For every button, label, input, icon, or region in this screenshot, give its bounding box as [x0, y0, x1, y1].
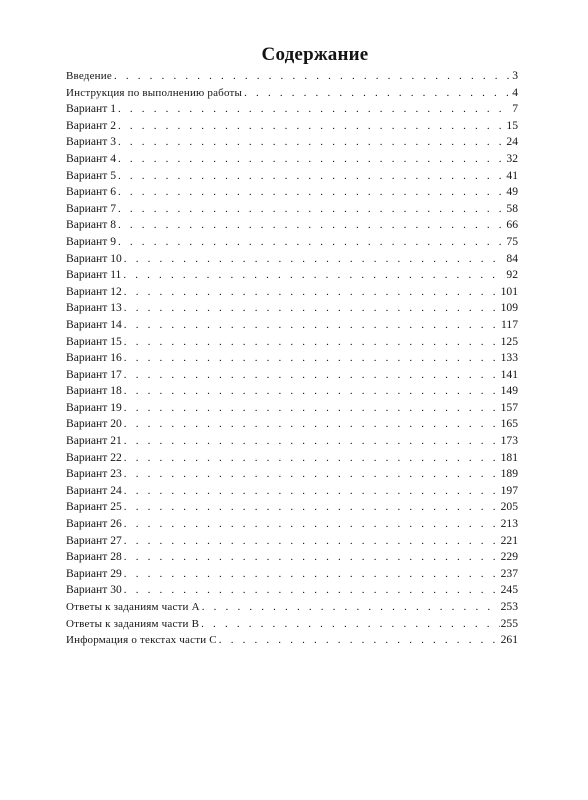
dot-leader: [118, 168, 505, 185]
toc-entry-label: Вариант 11: [66, 268, 122, 282]
dot-leader: [124, 400, 500, 417]
dot-leader: [118, 217, 505, 234]
toc-entry: [66, 350, 518, 367]
toc-entry: [66, 251, 518, 268]
toc-entry: [66, 151, 518, 168]
toc-entry: [66, 68, 518, 85]
toc-entry-page-number: 165: [500, 417, 518, 431]
dot-leader: [124, 533, 500, 550]
toc-entry-label: Вариант 17: [66, 367, 122, 381]
dot-leader: [201, 616, 499, 633]
toc-entry: [66, 284, 518, 301]
toc-entry: [66, 582, 518, 599]
toc-entry-label: Вариант 23: [66, 467, 122, 481]
toc-entry-page-number: 213: [500, 517, 518, 531]
toc-entry-page-number: 221: [500, 533, 518, 547]
toc-entry-label: Вариант 29: [66, 566, 122, 580]
toc-entry-page-number: 149: [500, 384, 518, 398]
toc-entry-page-number: 49: [506, 185, 518, 199]
toc-entry-label: Ответы к заданиям части В: [66, 617, 200, 630]
toc-entry-page-number: 3: [512, 69, 518, 82]
dot-leader: [118, 134, 505, 151]
toc-entry: [66, 134, 518, 151]
toc-entry-label: Вариант 30: [66, 583, 122, 597]
toc-entry-label: Вариант 4: [66, 151, 116, 165]
toc-entry-label: Вариант 16: [66, 351, 122, 365]
toc-entry: [66, 201, 518, 218]
dot-leader: [124, 251, 506, 268]
toc-entry: [66, 184, 518, 201]
toc-entry: [66, 533, 518, 550]
toc-entry: [66, 300, 518, 317]
toc-entry-label: Вариант 6: [66, 185, 116, 199]
toc-entry-page-number: 32: [506, 151, 518, 165]
toc-entry-page-number: 7: [512, 102, 518, 116]
dot-leader: [124, 450, 500, 467]
dot-leader: [118, 234, 505, 251]
toc-entry: [66, 433, 518, 450]
toc-entry-page-number: 237: [500, 566, 518, 580]
toc-entry-label: Инструкция по выполнению работы: [66, 86, 243, 99]
toc-entry-label: Информация о текстах части С: [66, 634, 217, 647]
dot-leader: [118, 101, 511, 118]
toc-entry: [66, 450, 518, 467]
toc-entry-page-number: 101: [500, 284, 518, 298]
toc-entry-page-number: 24: [506, 135, 518, 149]
dot-leader: [124, 516, 500, 533]
toc-entry: [66, 549, 518, 566]
toc-entry-page-number: 125: [500, 334, 518, 348]
toc-entry-label: Вариант 5: [66, 168, 116, 182]
toc-entry-page-number: 58: [506, 201, 518, 215]
dot-leader: [124, 466, 500, 483]
toc-entry-label: Вариант 28: [66, 550, 122, 564]
toc-entry-page-number: 84: [506, 251, 518, 265]
toc-entry-label: Вариант 8: [66, 218, 116, 232]
toc-entry: [66, 367, 518, 384]
toc-entry: [66, 516, 518, 533]
dot-leader: [124, 334, 500, 351]
toc-entry: [66, 599, 518, 616]
toc-entry-label: Вариант 18: [66, 384, 122, 398]
dot-leader: [118, 118, 505, 135]
dot-leader: [118, 151, 505, 168]
toc-entry-page-number: 75: [506, 234, 518, 248]
toc-entry: [66, 334, 518, 351]
toc-entry: [66, 118, 518, 135]
toc-entry-page-number: 197: [500, 483, 518, 497]
toc-entry-page-number: 109: [500, 301, 518, 315]
toc-entry: [66, 416, 518, 433]
dot-leader: [124, 284, 500, 301]
toc-entry: [66, 616, 518, 633]
dot-leader: [124, 300, 500, 317]
toc-entry-page-number: 181: [500, 450, 518, 464]
toc-entry-label: Вариант 27: [66, 533, 122, 547]
toc-entry-page-number: 92: [506, 268, 518, 282]
toc-entry-page-number: 66: [506, 218, 518, 232]
toc-entry: [66, 267, 518, 284]
dot-leader: [118, 184, 505, 201]
toc-entry-label: Вариант 25: [66, 500, 122, 514]
toc-entry: [66, 566, 518, 583]
dot-leader: [124, 483, 500, 500]
dot-leader: [202, 599, 500, 616]
toc-entry: [66, 499, 518, 516]
toc-entry-page-number: 173: [500, 434, 518, 448]
toc-entry-label: Вариант 19: [66, 400, 122, 414]
toc-entry-label: Вариант 10: [66, 251, 122, 265]
dot-leader: [124, 549, 500, 566]
toc-entry-label: Вариант 20: [66, 417, 122, 431]
dot-leader: [124, 582, 500, 599]
toc-entry-page-number: 253: [500, 600, 518, 613]
toc-entry-label: Вариант 9: [66, 234, 116, 248]
dot-leader: [124, 416, 500, 433]
dot-leader: [124, 499, 500, 516]
toc-entry-page-number: 205: [500, 500, 518, 514]
toc-entry-page-number: 4: [512, 85, 518, 99]
toc-entry: [66, 101, 518, 118]
dot-leader: [244, 85, 511, 102]
dot-leader: [124, 317, 500, 334]
toc-entry-label: Вариант 3: [66, 135, 116, 149]
toc-entry-label: Вариант 12: [66, 284, 122, 298]
toc-entry: [66, 217, 518, 234]
table-of-contents: [66, 68, 518, 649]
toc-entry-label: Вариант 1: [66, 102, 116, 116]
toc-entry-page-number: 229: [500, 550, 518, 564]
dot-leader: [114, 68, 511, 85]
toc-entry-page-number: 117: [501, 317, 518, 331]
toc-entry: [66, 317, 518, 334]
toc-entry: [66, 168, 518, 185]
dot-leader: [124, 433, 500, 450]
toc-entry-label: Введение: [66, 70, 112, 82]
toc-entry: [66, 234, 518, 251]
dot-leader: [118, 201, 505, 218]
dot-leader: [123, 267, 505, 284]
toc-entry: [66, 85, 518, 102]
toc-entry-page-number: 157: [500, 400, 518, 414]
toc-entry-label: Вариант 21: [66, 434, 122, 448]
page-title: Содержание: [261, 43, 369, 65]
toc-entry: [66, 466, 518, 483]
toc-entry-label: Вариант 24: [66, 483, 122, 497]
toc-entry-page-number: 255: [500, 616, 518, 630]
toc-entry: [66, 383, 518, 400]
dot-leader: [219, 632, 500, 649]
toc-entry-label: Вариант 7: [66, 201, 116, 215]
toc-entry-label: Ответы к заданиям части А: [66, 601, 200, 613]
dot-leader: [124, 383, 500, 400]
toc-entry-label: Вариант 26: [66, 517, 122, 531]
toc-entry-label: Вариант 15: [66, 334, 122, 348]
toc-entry: [66, 483, 518, 500]
toc-entry-page-number: 141: [500, 367, 518, 381]
toc-entry-page-number: 133: [500, 351, 518, 365]
toc-entry-page-number: 41: [506, 168, 518, 182]
toc-entry: [66, 400, 518, 417]
dot-leader: [124, 350, 500, 367]
toc-entry-page-number: 261: [500, 633, 518, 647]
toc-entry-label: Вариант 14: [66, 317, 122, 331]
toc-entry-page-number: 15: [506, 118, 518, 132]
toc-entry-label: Вариант 22: [66, 450, 122, 464]
toc-entry: [66, 632, 518, 649]
toc-entry-page-number: 189: [500, 467, 518, 481]
toc-entry-label: Вариант 13: [66, 301, 122, 315]
toc-entry-page-number: 245: [500, 583, 518, 597]
dot-leader: [124, 566, 500, 583]
toc-entry-label: Вариант 2: [66, 118, 116, 132]
dot-leader: [124, 367, 500, 384]
